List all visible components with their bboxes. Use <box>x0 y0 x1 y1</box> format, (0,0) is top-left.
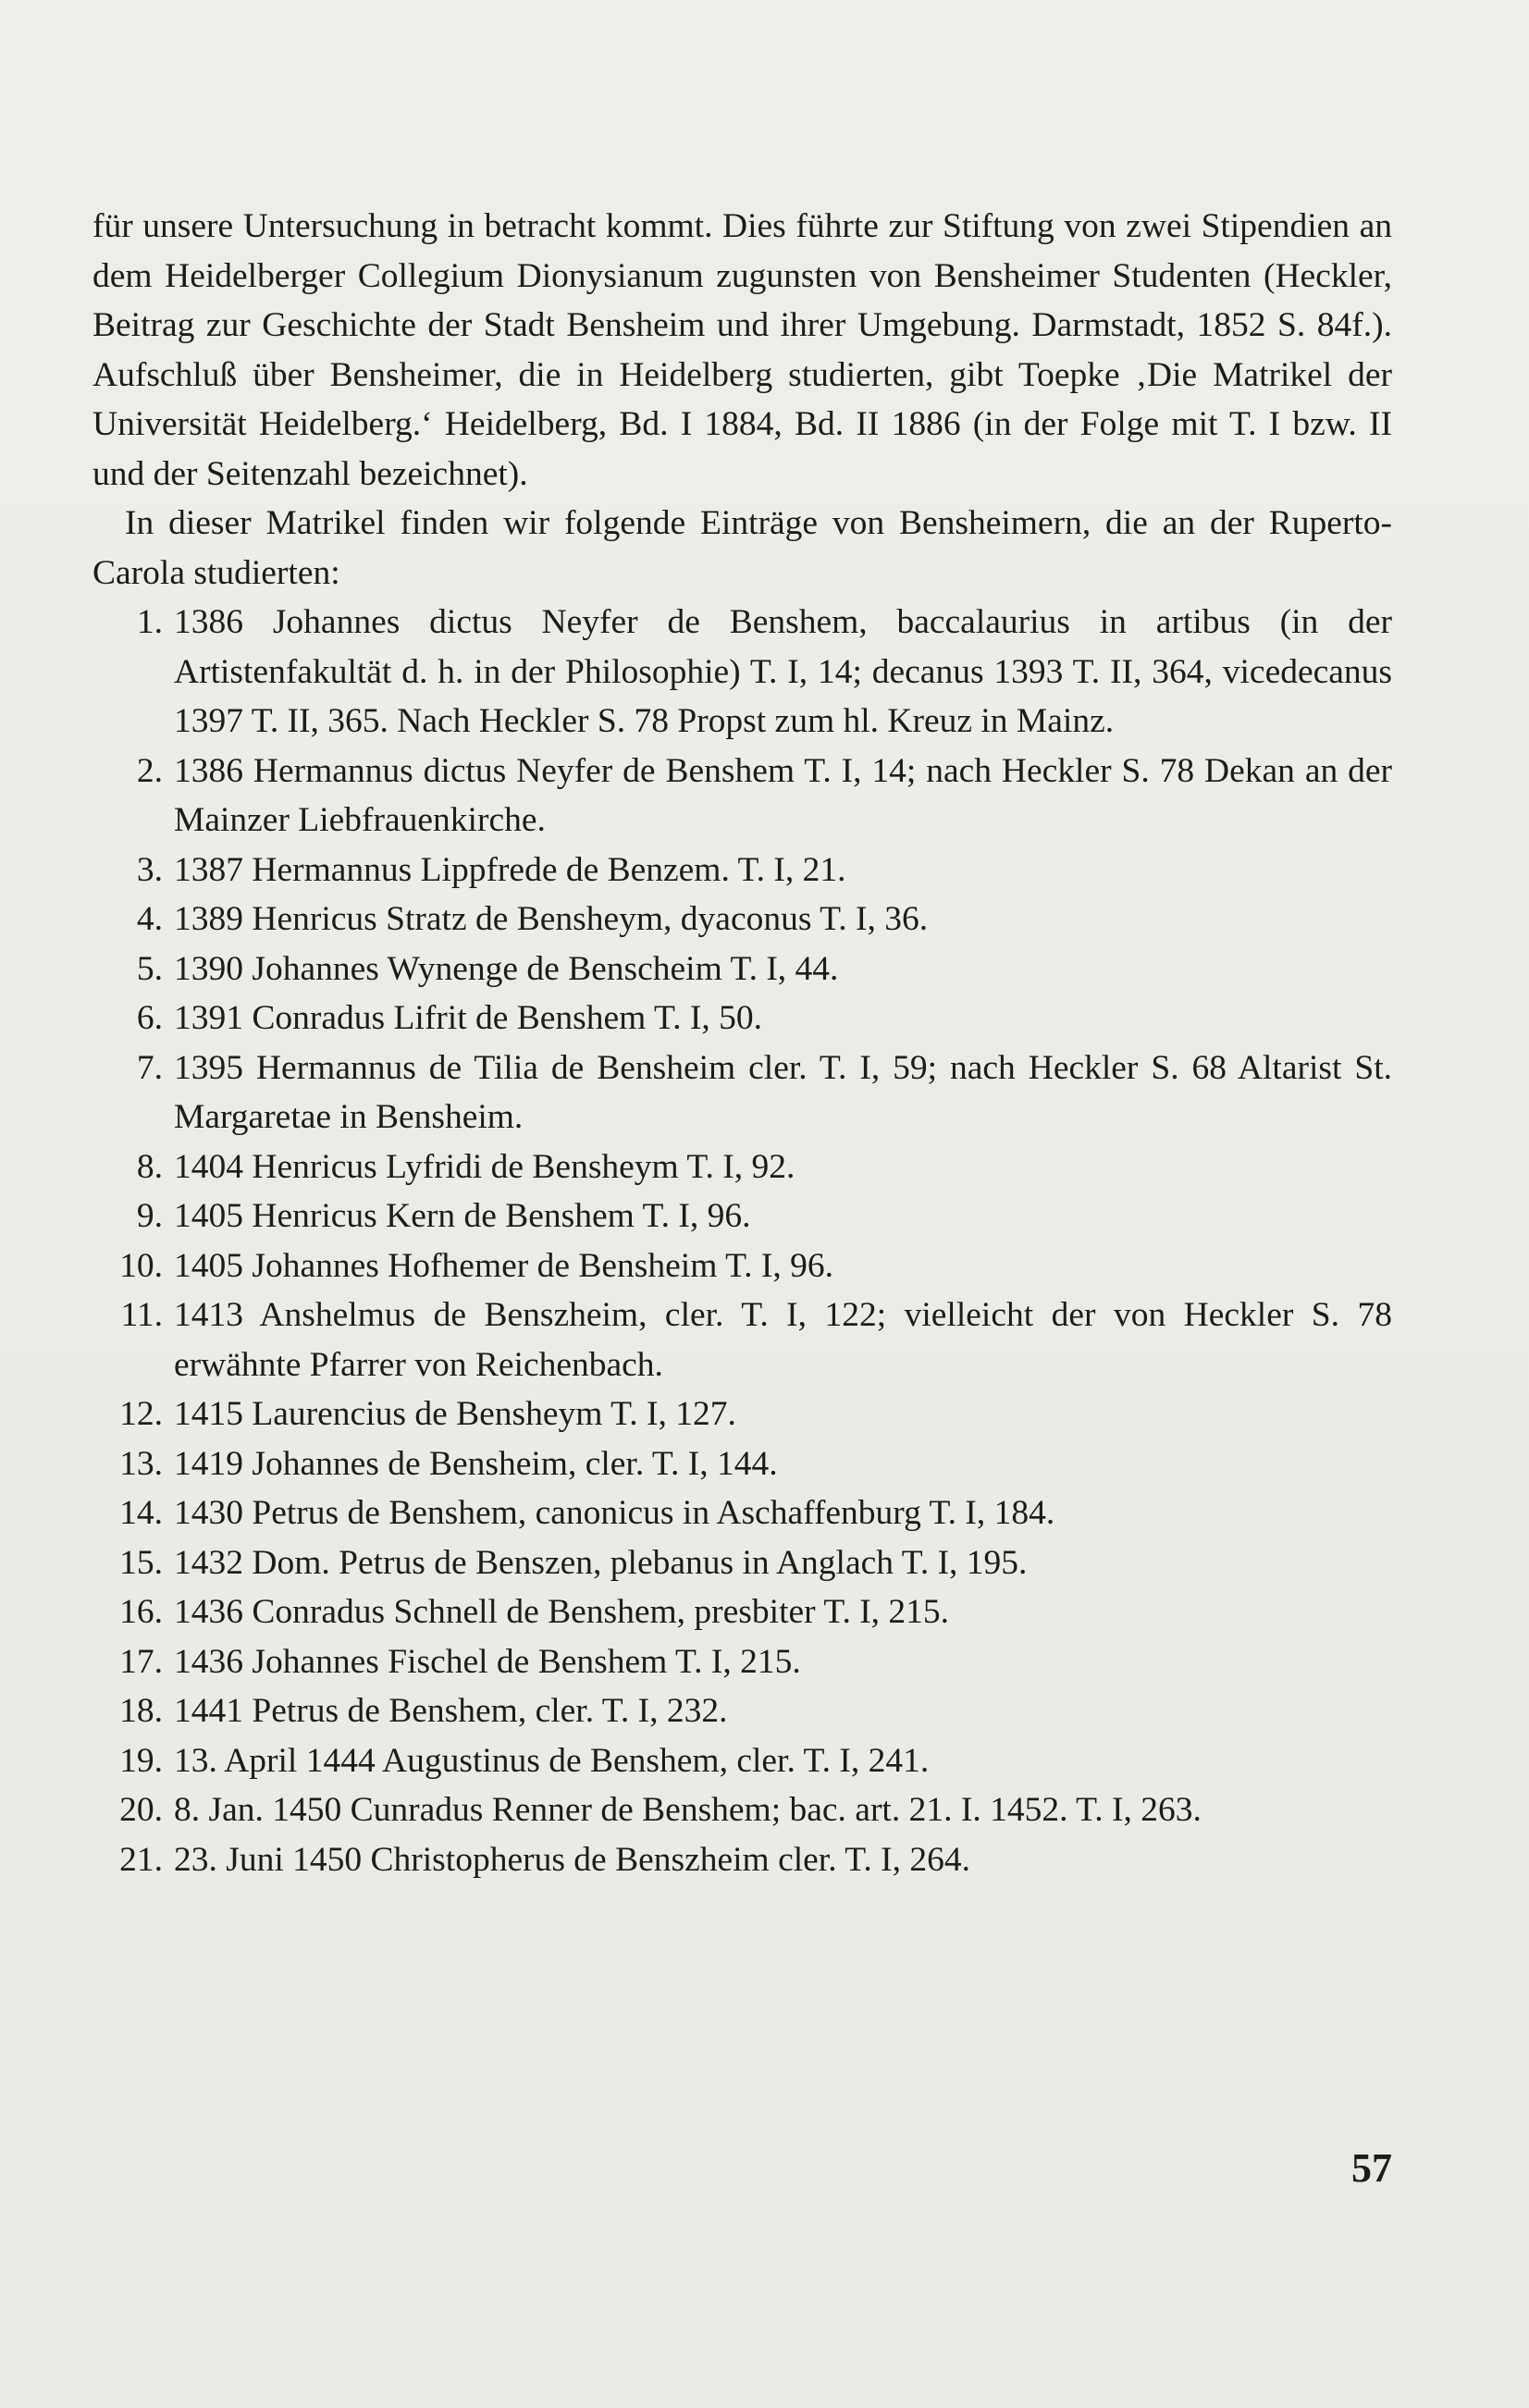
lead-paragraph: In dieser Matrikel finden wir folgende Einträge von Bensheimern, die an der Ruperto-Carola studierten: <box>92 504 1392 592</box>
entry-number: 17. <box>119 1642 163 1681</box>
list-item <box>92 1290 1392 1389</box>
entry-text: 1419 Johannes de Bensheim, cler. T. I, 144. <box>174 1444 778 1483</box>
list-item <box>92 994 1392 1043</box>
entry-number: 19. <box>119 1741 163 1780</box>
list-item <box>92 1488 1392 1538</box>
entry-number: 8. <box>136 1147 163 1186</box>
entry-number: 7. <box>136 1048 163 1087</box>
entry-number: 21. <box>119 1840 163 1879</box>
list-item <box>92 1637 1392 1687</box>
list-item <box>92 1736 1392 1786</box>
entry-text: 1404 Henricus Lyfridi de Bensheym T. I, 92. <box>174 1147 795 1186</box>
list-item <box>92 1043 1392 1142</box>
list-item <box>92 1835 1392 1885</box>
list-item <box>92 1587 1392 1637</box>
page-text <box>92 202 1392 1884</box>
entry-number: 16. <box>119 1593 163 1631</box>
entry-number: 10. <box>119 1246 163 1285</box>
list-item <box>92 747 1392 846</box>
page-number: 57 <box>1351 2145 1392 2191</box>
entry-number: 14. <box>119 1494 163 1532</box>
matriculation-list <box>92 598 1392 1884</box>
entry-text: 1432 Dom. Petrus de Benszen, plebanus in Anglach T. I, 195. <box>174 1543 1028 1582</box>
list-item <box>92 1241 1392 1291</box>
entry-text: 13. April 1444 Augustinus de Benshem, cler. T. I, 241. <box>174 1741 930 1780</box>
entry-number: 11. <box>120 1296 163 1334</box>
entry-text: 1390 Johannes Wynenge de Benscheim T. I, 44. <box>174 949 839 988</box>
entry-number: 13. <box>119 1444 163 1483</box>
entry-text: 1405 Henricus Kern de Benshem T. I, 96. <box>174 1197 751 1235</box>
entry-number: 18. <box>119 1692 163 1730</box>
list-item <box>92 1192 1392 1241</box>
entry-text: 1387 Hermannus Lippfrede de Benzem. T. I, 21. <box>174 850 846 889</box>
entry-number: 9. <box>136 1197 163 1235</box>
entry-text: 1413 Anshelmus de Benszheim, cler. T. I, 122; vielleicht der von Heckler S. 78 erwähnte Pfarrer von Reichenbach. <box>174 1296 1392 1384</box>
list-item <box>92 1389 1392 1439</box>
entry-number: 20. <box>119 1791 163 1829</box>
list-item <box>92 1686 1392 1736</box>
entry-number: 3. <box>136 850 163 889</box>
entry-number: 4. <box>136 900 163 938</box>
entry-text: 8. Jan. 1450 Cunradus Renner de Benshem; bac. art. 21. I. 1452. T. I, 263. <box>174 1791 1202 1829</box>
entry-text: 1391 Conradus Lifrit de Benshem T. I, 50. <box>174 999 763 1037</box>
entry-text: 1405 Johannes Hofhemer de Bensheim T. I, 96. <box>174 1246 834 1285</box>
entry-number: 12. <box>119 1395 163 1433</box>
entry-text: 1415 Laurencius de Bensheym T. I, 127. <box>174 1395 736 1433</box>
entry-text: 1389 Henricus Stratz de Bensheym, dyaconus T. I, 36. <box>174 900 929 938</box>
entry-text: 1436 Johannes Fischel de Benshem T. I, 215. <box>174 1642 801 1681</box>
entry-number: 1. <box>136 603 163 641</box>
entry-text: 1386 Johannes dictus Neyfer de Benshem, baccalaurius in artibus (in der Artistenfakultät d. h. in der Philosophie) T. I, 14; decanus 1393 T. II, 364, vicedecanus 1397 T. II, 365. Nach Heckler S. 78 Propst zum hl. Kreuz in Mainz. <box>174 603 1392 740</box>
list-item <box>92 895 1392 945</box>
entry-text: 1436 Conradus Schnell de Benshem, presbiter T. I, 215. <box>174 1593 950 1631</box>
entry-text: 1386 Hermannus dictus Neyfer de Benshem T. I, 14; nach Heckler S. 78 Dekan an der Mainzer Liebfrauenkirche. <box>174 751 1392 839</box>
entry-number: 15. <box>119 1543 163 1582</box>
list-item <box>92 945 1392 994</box>
list-item <box>92 846 1392 895</box>
list-item <box>92 1439 1392 1489</box>
list-item <box>92 1785 1392 1835</box>
entry-text: 1395 Hermannus de Tilia de Bensheim cler. T. I, 59; nach Heckler S. 68 Altarist St. Margaretae in Bensheim. <box>174 1048 1392 1136</box>
entry-text: 23. Juni 1450 Christopherus de Benszheim cler. T. I, 264. <box>174 1840 970 1879</box>
entry-number: 2. <box>136 751 163 790</box>
list-item <box>92 598 1392 747</box>
entry-number: 6. <box>136 999 163 1037</box>
entry-number: 5. <box>136 949 163 988</box>
list-item <box>92 1538 1392 1588</box>
entry-text: 1430 Petrus de Benshem, canonicus in Aschaffenburg T. I, 184. <box>174 1494 1055 1532</box>
list-item <box>92 1142 1392 1192</box>
intro-paragraph: für unsere Untersuchung in betracht kommt. Dies führte zur Stiftung von zwei Stipendien an dem Heidelberger Collegium Dionysianum zugunsten von Bensheimer Studenten (Heckler, Beitrag zur Geschichte der Stadt Bensheim und ihrer Umgebung. Darmstadt, 1852 S. 84f.). Aufschluß über Bensheimer, die in Heidelberg studierten, gibt Toepke ‚Die Matrikel der Universität Heidelberg.‘ Heidelberg, Bd. I 1884, Bd. II 1886 (in der Folge mit T. I bzw. II und der Seitenzahl bezeichnet). <box>92 207 1392 493</box>
entry-text: 1441 Petrus de Benshem, cler. T. I, 232. <box>174 1692 728 1730</box>
